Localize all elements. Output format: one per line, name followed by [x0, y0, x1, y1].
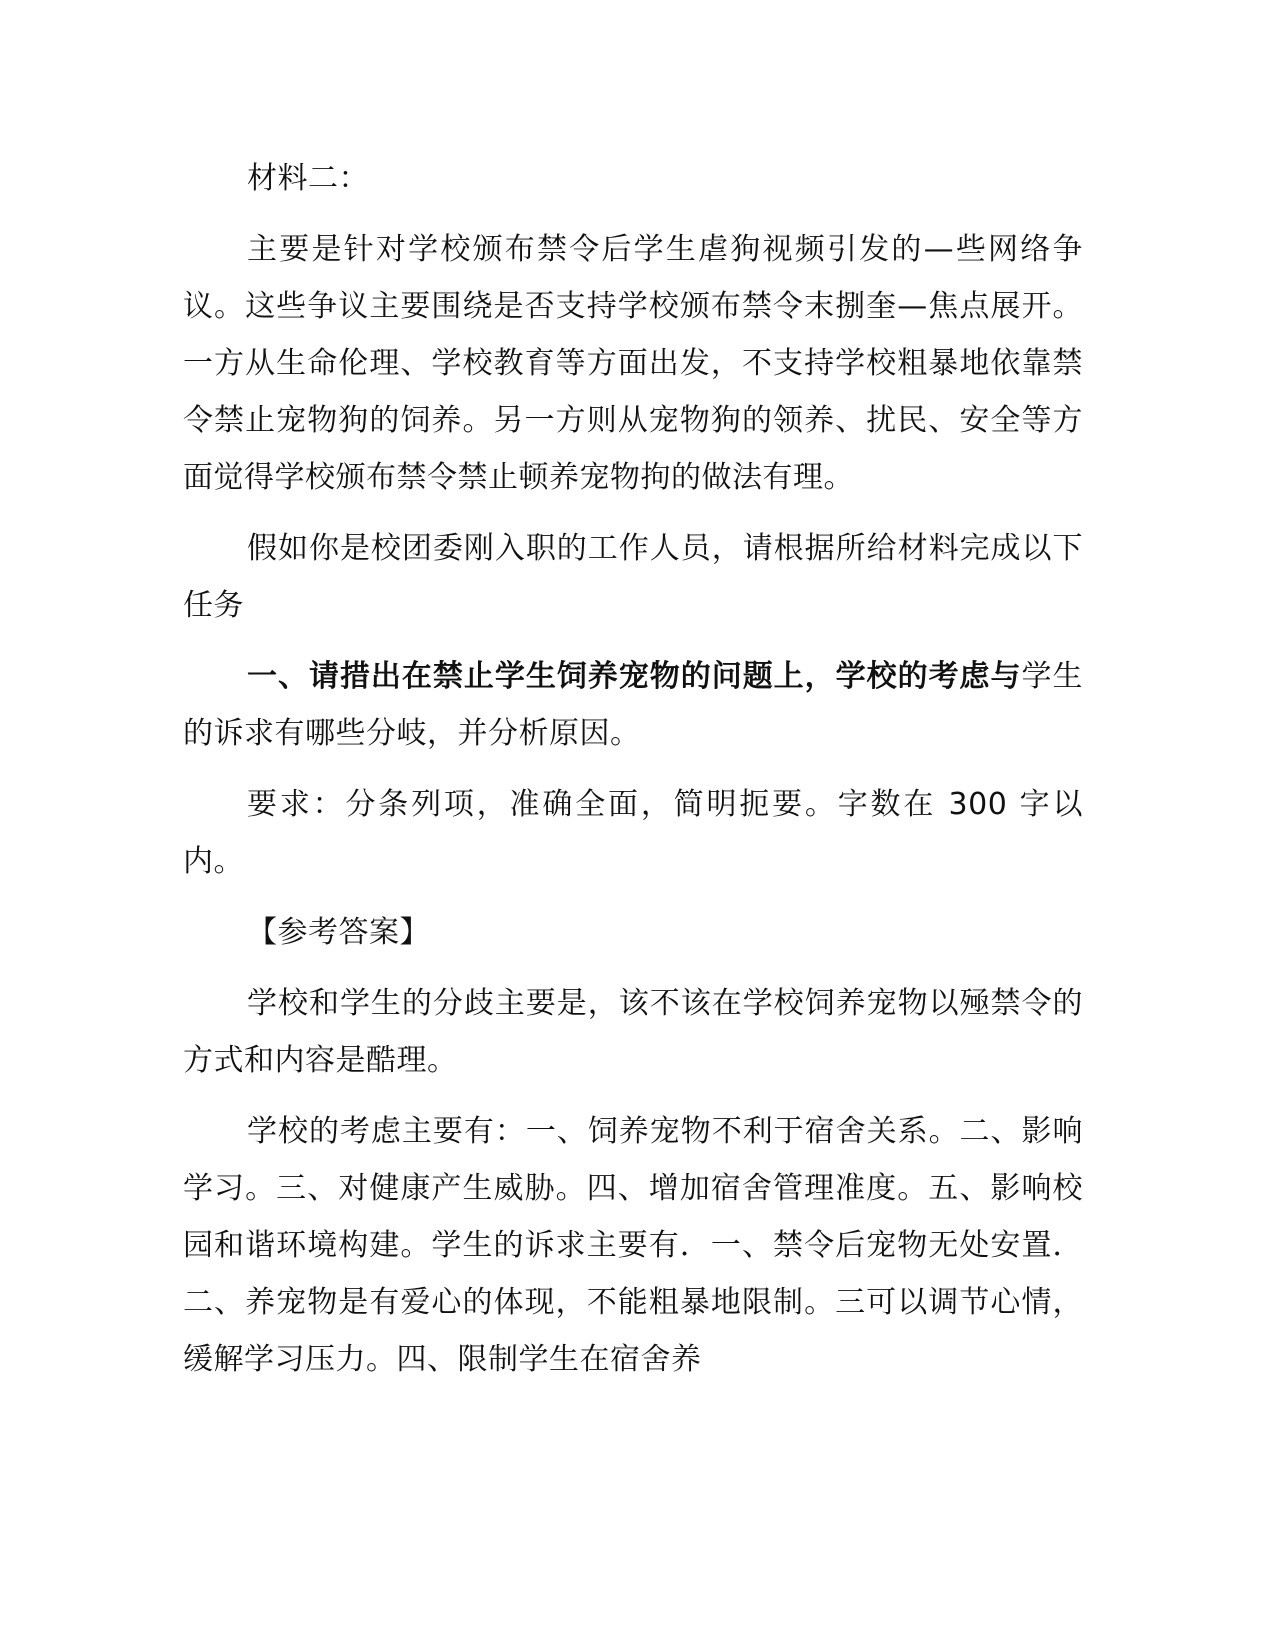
task-intro-paragraph: 假如你是校团委刚入职的工作人员，请根据所给材料完成以下任务 — [183, 531, 1083, 623]
material-paragraph: 主要是针对学校颁布禁令后学生虐狗视频引发的—些网络争议。这些争议主要围绕是否支持学校颁布禁令末捌奎—焦点展开。一方从生命伦理、学校教育等方面出发，不支持学校粗暴地依靠禁令禁止宠物狗的饲养。另一方则从宠物狗的领养、扰民、安全等方面觉得学校颁布禁令禁止顿养宠物拘的做法有理。 — [183, 232, 1083, 495]
question-rest-text: 学生的诉求有哪些分岐，并分析原因。 — [183, 659, 1084, 751]
answer-heading: 【参考答案】 — [247, 915, 430, 950]
answer-paragraph-1: 学校和学生的分歧主要是，该不该在学校饲养宠物以殛禁令的方式和内容是酷理。 — [183, 986, 1083, 1078]
requirement-paragraph: 要求：分条列项，准确全面，简明扼要。字数在 300 字以内。 — [183, 787, 1083, 879]
document-page — [183, 150, 1083, 1402]
answer-paragraph-2: 学校的考虑主要有：一、饲养宠物不利于宿舍关系。二、影响学习。三、对健康产生威胁。四、增加宿舍管理准度。五、影响校园和谐环境构建。学生的诉求主要有．一、禁令后宠物无处安置．二、养宠物是有爱心的体现，不能粗暴地限制。三可以调节心情，缓解学习压力。四、限制学生在宿舍养 — [183, 1114, 1083, 1377]
material-title: 材料二： — [247, 161, 369, 196]
question-paragraph — [183, 648, 1083, 762]
question-bold-text: 一、请措出在禁止学生饲养宠物的问题上，学校的考虑与 — [247, 659, 1022, 694]
